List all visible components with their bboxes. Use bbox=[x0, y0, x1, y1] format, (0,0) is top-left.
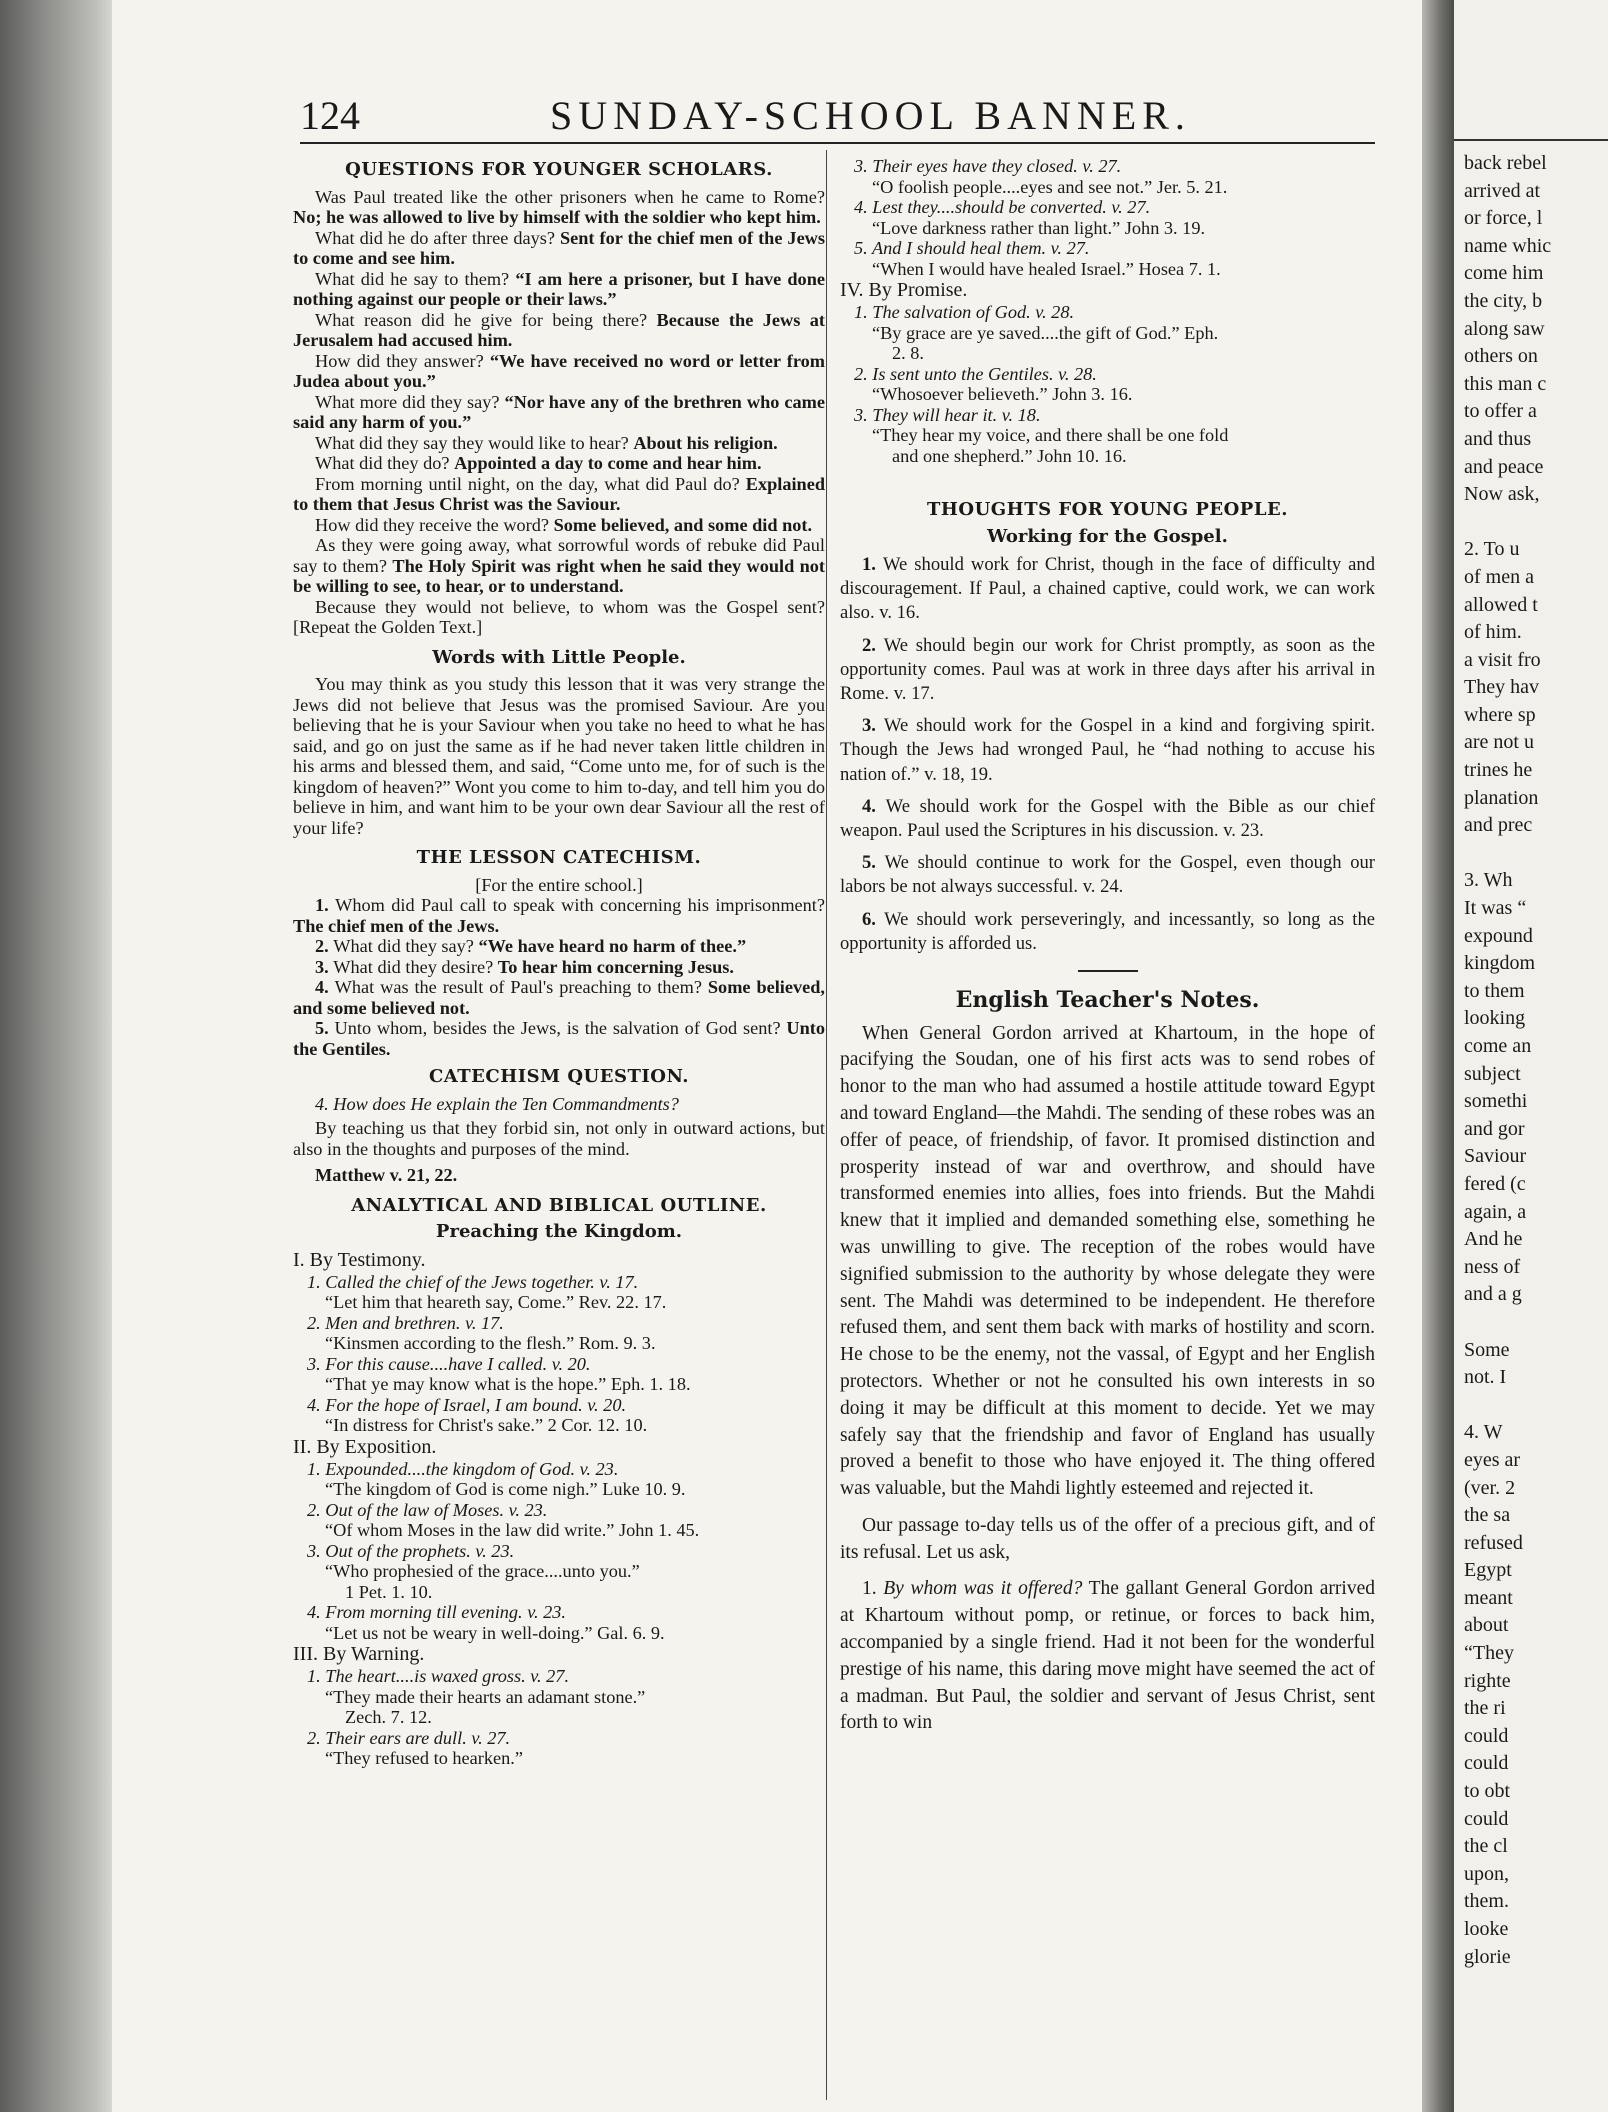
thought-number: 3. bbox=[862, 715, 884, 737]
left-column bbox=[293, 156, 825, 1769]
outline-section: IV. By Promise. bbox=[840, 279, 968, 301]
answer-text: “I am here a prisoner, but I have done nothing against our people or their laws.” bbox=[293, 268, 825, 309]
facing-page-line bbox=[1464, 509, 1551, 537]
thought-text: We should work for the Gospel with the Bible as our chief weapon. Paul used the Scriptures in his discussion. v. 23. bbox=[840, 795, 1376, 842]
facing-page-line: to obt bbox=[1464, 1780, 1511, 1803]
catechism-q: Whom did Paul call to speak with concerning his imprisonment? bbox=[335, 895, 826, 915]
outline-reference: and one shepherd.” John 10. 16. bbox=[892, 445, 1127, 466]
facing-page-line: Some bbox=[1464, 1338, 1510, 1361]
thought-text: We should continue to work for the Gospel, even though our labors be not always successful. v. 24. bbox=[840, 852, 1375, 898]
catechism-subtitle: [For the entire school.] bbox=[475, 874, 643, 895]
outline-reference: “Who prophesied of the grace....unto you.” bbox=[325, 1561, 640, 1581]
outline-point: 2. Their ears are dull. v. 27. bbox=[307, 1727, 511, 1748]
thought-number: 5. bbox=[862, 852, 885, 874]
question-item bbox=[293, 515, 825, 536]
section-divider bbox=[1078, 970, 1138, 972]
facing-page-line: could bbox=[1464, 1724, 1509, 1747]
facing-page-line: They hav bbox=[1464, 676, 1539, 699]
facing-page-line: and a g bbox=[1464, 1283, 1522, 1306]
catechism-number: 5. bbox=[315, 1018, 335, 1038]
facing-page-line: or force, l bbox=[1464, 207, 1543, 230]
catechism-item bbox=[293, 957, 825, 978]
thought-item bbox=[840, 908, 1375, 956]
facing-page-line: a visit fro bbox=[1464, 648, 1541, 671]
answer-text: Appointed a day to come and hear him. bbox=[454, 453, 762, 473]
thought-text: We should work for Christ, though in the face of difficulty and discouragement. If Paul, a chained captive, could work, we can work also. v. 16. bbox=[840, 554, 1375, 624]
facing-page-line: eyes ar bbox=[1464, 1448, 1521, 1471]
outline-section: III. By Warning. bbox=[293, 1643, 425, 1665]
catechism-q: What was the result of Paul's preaching to them? bbox=[334, 977, 708, 997]
facing-page-line: are not u bbox=[1464, 731, 1534, 754]
question-item bbox=[293, 269, 825, 310]
outline-reference: “O foolish people....eyes and see not.” Jer. 5. 21. bbox=[872, 176, 1228, 197]
facing-page-line: fered (c bbox=[1464, 1172, 1526, 1195]
outline-point: 2. Is sent unto the Gentiles. v. 28. bbox=[854, 363, 1097, 384]
catechism-a: Some believed, and some believed not. bbox=[293, 977, 825, 1018]
catechism-heading: THE LESSON CATECHISM. bbox=[416, 847, 702, 868]
thoughts-heading: THOUGHTS FOR YOUNG PEOPLE. bbox=[927, 499, 1288, 520]
question-item bbox=[293, 187, 825, 228]
facing-page-line: kingdom bbox=[1464, 952, 1536, 975]
facing-page-line: (ver. 2 bbox=[1464, 1476, 1516, 1499]
notes-question: By whom was it offered? bbox=[883, 1578, 1083, 1600]
catechism-item bbox=[293, 977, 825, 1018]
catechism-number: 3. bbox=[315, 956, 334, 977]
answer-text: “Nor have any of the brethren who came said any harm of you.” bbox=[293, 391, 825, 432]
facing-page-line: allowed t bbox=[1464, 593, 1538, 616]
question-text: As they were going away, what sorrowful words of rebuke did Paul say to them? bbox=[293, 535, 825, 576]
facing-page-line: of him. bbox=[1464, 621, 1522, 644]
outline-reference: “Love darkness rather than light.” John 3. 19. bbox=[872, 217, 1206, 238]
facing-page-line: trines he bbox=[1464, 759, 1533, 782]
teachers-notes-heading: English Teacher's Notes. bbox=[955, 987, 1260, 1014]
facing-page-line: planation bbox=[1464, 786, 1539, 809]
catechism-item bbox=[293, 936, 825, 957]
facing-page-text bbox=[1464, 150, 1551, 1971]
outline-reference: “In distress for Christ's sake.” 2 Cor. 12. 10. bbox=[325, 1415, 648, 1435]
header-rule bbox=[300, 142, 1375, 144]
facing-page-line: righte bbox=[1464, 1669, 1511, 1692]
outline-section: II. By Exposition. bbox=[293, 1435, 437, 1458]
catechism-number: 1. bbox=[315, 895, 336, 915]
running-title: SUNDAY-SCHOOL BANNER. bbox=[550, 93, 1191, 138]
outline-point: 3. Out of the prophets. v. 23. bbox=[307, 1540, 515, 1561]
outline-point: 1. The heart....is waxed gross. v. 27. bbox=[307, 1666, 570, 1686]
catechism-a: To hear him concerning Jesus. bbox=[497, 956, 734, 977]
catechism-number: 4. bbox=[315, 977, 335, 997]
facing-page-line: 4. W bbox=[1464, 1421, 1503, 1444]
answer-text: About his religion. bbox=[633, 432, 778, 453]
outline-point: 3. Their eyes have they closed. v. 27. bbox=[854, 156, 1122, 176]
book-binding bbox=[0, 0, 112, 2112]
thoughts-subtitle: Working for the Gospel. bbox=[987, 525, 1228, 547]
facing-page-line: could bbox=[1464, 1807, 1509, 1830]
questions-heading: QUESTIONS FOR YOUNGER SCHOLARS. bbox=[345, 159, 773, 180]
outline-reference: “That ye may know what is the hope.” Eph. 1. 18. bbox=[325, 1374, 691, 1394]
facing-page-line: to them bbox=[1464, 979, 1525, 1002]
question-text: From morning until night, on the day, what did Paul do? bbox=[315, 473, 746, 494]
question-text: What did he say to them? bbox=[315, 268, 516, 289]
facing-page-line: “They bbox=[1464, 1642, 1514, 1665]
facing-page-line bbox=[1464, 1392, 1551, 1420]
answer-text: Because the Jews at Jerusalem had accused him. bbox=[293, 309, 825, 350]
outline-continued bbox=[840, 156, 1375, 466]
catechism-q: Unto whom, besides the Jews, is the salvation of God sent? bbox=[334, 1018, 787, 1038]
facing-page-line: again, a bbox=[1464, 1200, 1527, 1223]
page-number: 124 bbox=[300, 93, 360, 138]
outline-point: 2. Out of the law of Moses. v. 23. bbox=[307, 1499, 548, 1520]
question-item bbox=[293, 597, 825, 638]
page-header bbox=[300, 86, 1380, 146]
answer-text: Some believed, and some did not. bbox=[553, 514, 813, 535]
outline-point: 1. Called the chief of the Jews together. v. 17. bbox=[307, 1271, 639, 1292]
facing-page-line: could bbox=[1464, 1752, 1509, 1775]
facing-page-line: Saviour bbox=[1464, 1145, 1527, 1168]
outline-reference: “By grace are ye saved....the gift of God.” Eph. bbox=[872, 322, 1219, 343]
catechism-item bbox=[293, 1018, 825, 1059]
outline-point: 5. And I should heal them. v. 27. bbox=[854, 238, 1090, 258]
outline-heading: ANALYTICAL AND BIBLICAL OUTLINE. bbox=[351, 1194, 767, 1216]
catechism-q: What did they say? bbox=[333, 936, 479, 956]
facing-page-line: them. bbox=[1464, 1890, 1509, 1913]
question-item bbox=[293, 228, 825, 269]
outline-reference: “Whosoever believeth.” John 3. 16. bbox=[872, 384, 1133, 404]
thought-text: We should work for the Gospel in a kind and forgiving spirit. Though the Jews had wronged Paul, he “had nothing to accuse his nation of.” v. 18, 19. bbox=[840, 715, 1375, 785]
facing-page-line: the cl bbox=[1464, 1835, 1508, 1858]
facing-page-line: glorie bbox=[1464, 1945, 1511, 1968]
facing-page-line: looke bbox=[1464, 1918, 1509, 1940]
answer-text: Explained to them that Jesus Christ was the Saviour. bbox=[293, 473, 825, 514]
question-text: What did they do? bbox=[315, 453, 455, 473]
thought-number: 4. bbox=[862, 795, 886, 817]
outline-section: I. By Testimony. bbox=[293, 1248, 426, 1271]
facing-page-line: upon, bbox=[1464, 1862, 1509, 1885]
teachers-notes bbox=[840, 1021, 1375, 1738]
question-item bbox=[293, 310, 825, 351]
outline-reference: “They made their hearts an adamant stone.” bbox=[325, 1686, 646, 1707]
facing-page-line: the city, b bbox=[1464, 289, 1543, 312]
question-text: What more did they say? bbox=[315, 391, 505, 412]
catechism-question-heading: CATECHISM QUESTION. bbox=[428, 1066, 690, 1087]
facing-page-line: Egypt bbox=[1464, 1559, 1512, 1582]
facing-page-line: of men a bbox=[1464, 565, 1534, 588]
question-text: How did they receive the word? bbox=[315, 514, 554, 535]
notes-paragraph bbox=[840, 1576, 1375, 1737]
outline-list bbox=[293, 1249, 825, 1769]
thought-text: We should work perseveringly, and incessantly, so long as the opportunity is afforded us. bbox=[840, 908, 1375, 954]
facing-page-line: and thus bbox=[1464, 427, 1532, 450]
outline-reference: “Let us not be weary in well-doing.” Gal. 6. 9. bbox=[325, 1622, 665, 1643]
notes-paragraph: When General Gordon arrived at Khartoum, in the hope of pacifying the Soudan, one of his first acts was to send robes of honor to the man who had assumed a hostile attitude toward Egypt and toward England—the Mahdi. The sending of these robes was an offer of peace, of friendship, of favor. It promised distinction and prosperity instead of war and overthrow, and should have transformed enemies into allies, foes into friends. But the Mahdi knew that it implied and demanded something else, something he was unwilling to give. The reception of the robes would have signified submission to the authority by whose delegate they were sent. The Mahdi was determined to be independent. He therefore refused them, and sent them back with marks of hostility and scorn. He chose to be the enemy, not the vassal, of Egypt and her English protectors. Whether or not he consulted his own interests in so doing it may be difficult at this moment to decide. Yet we may safely say that the friendship and favor of England has usually proved a benefit to those who have enjoyed it. The thing offered was valuable, but the Mahdi lightly esteemed and rejected it. bbox=[840, 1022, 1375, 1500]
little-people-text: You may think as you study this lesson that it was very strange the Jews did not believe that Jesus was the promised Saviour. Are you believing that he is your Saviour when you take no heed to what he has said, and go on just the same as if he had never taken little children in his arms and blessed them, and said, “Come unto me, for of such is the kingdom of heaven?” Wont you come to him to-day, and tell him you do believe in him, and want him to be your own dear Saviour all the rest of your life? bbox=[293, 674, 825, 838]
facing-page-line: not. I bbox=[1464, 1366, 1507, 1389]
catechism-a: “We have heard no harm of thee.” bbox=[478, 936, 747, 956]
thought-number: 2. bbox=[862, 634, 884, 656]
notes-text: The gallant General Gordon arrived at Khartoum without pomp, or retinue, or forces to back him, accompanied by a single friend. Had it not been for the wonderful prestige of his name, this daring move might have seemed the act of a madman. But Paul, the soldier and servant of Jesus Christ, sent forth to win bbox=[840, 1578, 1375, 1734]
little-people-heading: Words with Little People. bbox=[432, 646, 686, 668]
outline-subtitle: Preaching the Kingdom. bbox=[435, 1221, 683, 1242]
question-text: How did they answer? bbox=[315, 350, 490, 371]
facing-page-line: expound bbox=[1464, 924, 1533, 947]
outline-reference: “Kinsmen according to the flesh.” Rom. 9. 3. bbox=[325, 1333, 656, 1353]
thought-item bbox=[840, 851, 1375, 899]
question-text: What did he do after three days? bbox=[315, 227, 560, 248]
facing-page-line: arrived at bbox=[1464, 179, 1541, 202]
facing-page-line: refused bbox=[1464, 1531, 1523, 1554]
outline-point: 2. Men and brethren. v. 17. bbox=[307, 1312, 504, 1333]
question-item bbox=[293, 535, 825, 597]
facing-page-line: name whic bbox=[1464, 234, 1552, 257]
outline-reference: “The kingdom of God is come nigh.” Luke 10. 9. bbox=[325, 1479, 686, 1499]
right-column bbox=[840, 156, 1375, 1747]
facing-page-line: somethi bbox=[1464, 1090, 1528, 1113]
outline-reference: “Let him that heareth say, Come.” Rev. 22. 17. bbox=[325, 1292, 667, 1312]
outline-point: 1. Expounded....the kingdom of God. v. 23. bbox=[307, 1458, 619, 1479]
catechism-item bbox=[293, 895, 825, 936]
thought-number: 1. bbox=[862, 554, 883, 575]
thought-item bbox=[840, 634, 1375, 707]
outline-point: 4. From morning till evening. v. 23. bbox=[307, 1602, 566, 1622]
outline-reference: 1 Pet. 1. 10. bbox=[345, 1581, 433, 1602]
facing-page-line: meant bbox=[1464, 1586, 1513, 1609]
facing-page-line: about bbox=[1464, 1614, 1509, 1637]
thought-item bbox=[840, 714, 1375, 787]
question-item bbox=[293, 392, 825, 433]
facing-page-line: this man c bbox=[1464, 372, 1547, 395]
outline-reference: Zech. 7. 12. bbox=[345, 1707, 432, 1727]
page-gutter bbox=[1422, 0, 1454, 2112]
question-item bbox=[293, 351, 825, 392]
thought-text: We should begin our work for Christ promptly, as soon as the opportunity comes. Paul was at work in three days after his arrival in Rome. v. 17. bbox=[840, 634, 1375, 705]
facing-page-line: the sa bbox=[1464, 1504, 1511, 1527]
catechism-a: The chief men of the Jews. bbox=[293, 915, 500, 936]
facing-page-line: where sp bbox=[1464, 703, 1536, 726]
questions-list bbox=[293, 187, 825, 638]
facing-page-line: others on bbox=[1464, 345, 1538, 368]
facing-page-line bbox=[1464, 840, 1551, 868]
catechism-list bbox=[293, 895, 825, 1059]
answer-text: The Holy Spirit was right when he said they would not be willing to see, to hear, or to understand. bbox=[293, 555, 826, 596]
question-text: Because they would not believe, to whom was the Gospel sent? [Repeat the Golden Text.] bbox=[293, 596, 825, 637]
answer-text: Sent for the chief men of the Jews to come and see him. bbox=[293, 227, 825, 268]
outline-point: 4. Lest they....should be converted. v. 27. bbox=[854, 197, 1151, 217]
catechism-number: 2. bbox=[315, 936, 334, 956]
outline-point: 1. The salvation of God. v. 28. bbox=[854, 302, 1075, 322]
catechism-answer: By teaching us that they forbid sin, not only in outward actions, but also in the thoughts and purposes of the mind. bbox=[293, 1118, 825, 1159]
outline-reference: “They hear my voice, and there shall be one fold bbox=[872, 425, 1229, 445]
facing-page-line bbox=[1464, 1309, 1551, 1337]
thought-number: 6. bbox=[862, 908, 885, 930]
facing-page-line: subject bbox=[1464, 1062, 1521, 1085]
question-item bbox=[293, 474, 825, 515]
column-rule bbox=[826, 150, 827, 2100]
outline-point: 3. They will hear it. v. 18. bbox=[854, 404, 1041, 425]
facing-page-line: and prec bbox=[1464, 814, 1533, 837]
catechism-q: What did they desire? bbox=[333, 956, 498, 977]
outline-reference: “When I would have healed Israel.” Hosea 7. 1. bbox=[872, 258, 1221, 279]
question-item bbox=[293, 433, 825, 454]
facing-page-line: Now ask, bbox=[1464, 483, 1540, 506]
facing-page-line: and peace bbox=[1464, 455, 1544, 478]
facing-page-line: to offer a bbox=[1464, 400, 1537, 423]
thoughts-list bbox=[840, 553, 1375, 956]
facing-page-rule bbox=[1454, 139, 1608, 141]
facing-page-line: It was “ bbox=[1464, 897, 1527, 920]
question-text: What did they say they would like to hear? bbox=[315, 432, 634, 453]
question-text: What reason did he give for being there? bbox=[315, 309, 657, 330]
facing-page-line: come an bbox=[1464, 1035, 1532, 1057]
facing-page-line: the ri bbox=[1464, 1697, 1506, 1720]
thought-item bbox=[840, 553, 1375, 626]
thought-item bbox=[840, 795, 1375, 843]
facing-page-line: along saw bbox=[1464, 317, 1545, 340]
question-item bbox=[293, 453, 825, 474]
outline-reference: “They refused to hearken.” bbox=[325, 1748, 523, 1768]
notes-number: 1. bbox=[862, 1578, 884, 1600]
facing-page-line: ness of bbox=[1464, 1255, 1521, 1278]
facing-page bbox=[1454, 0, 1608, 2112]
catechism-a: Unto the Gentiles. bbox=[293, 1018, 825, 1059]
facing-page-line: and gor bbox=[1464, 1117, 1525, 1140]
facing-page-line: back rebel bbox=[1464, 152, 1547, 174]
facing-page-line: looking bbox=[1464, 1007, 1526, 1030]
answer-text: “We have received no word or letter from Judea about you.” bbox=[293, 350, 825, 391]
notes-paragraph: Our passage to-day tells us of the offer of a precious gift, and of its refusal. Let us ask, bbox=[840, 1514, 1375, 1563]
facing-page-line: 2. To u bbox=[1464, 538, 1520, 561]
question-text: Was Paul treated like the other prisoners when he came to Rome? bbox=[315, 186, 825, 207]
facing-page-line: come him bbox=[1464, 262, 1544, 285]
answer-text: No; he was allowed to live by himself with the soldier who kept him. bbox=[293, 207, 821, 227]
catechism-reference: Matthew v. 21, 22. bbox=[315, 1165, 458, 1185]
outline-point: 3. For this cause....have I called. v. 20. bbox=[307, 1353, 591, 1374]
outline-reference: “Of whom Moses in the law did write.” John 1. 45. bbox=[325, 1520, 700, 1540]
facing-page-line: And he bbox=[1464, 1228, 1523, 1251]
outline-point: 4. For the hope of Israel, I am bound. v. 20. bbox=[307, 1394, 627, 1415]
outline-reference: 2. 8. bbox=[892, 343, 924, 363]
catechism-question: 4. How does He explain the Ten Commandments? bbox=[315, 1093, 679, 1114]
facing-page-line: 3. Wh bbox=[1464, 869, 1513, 892]
